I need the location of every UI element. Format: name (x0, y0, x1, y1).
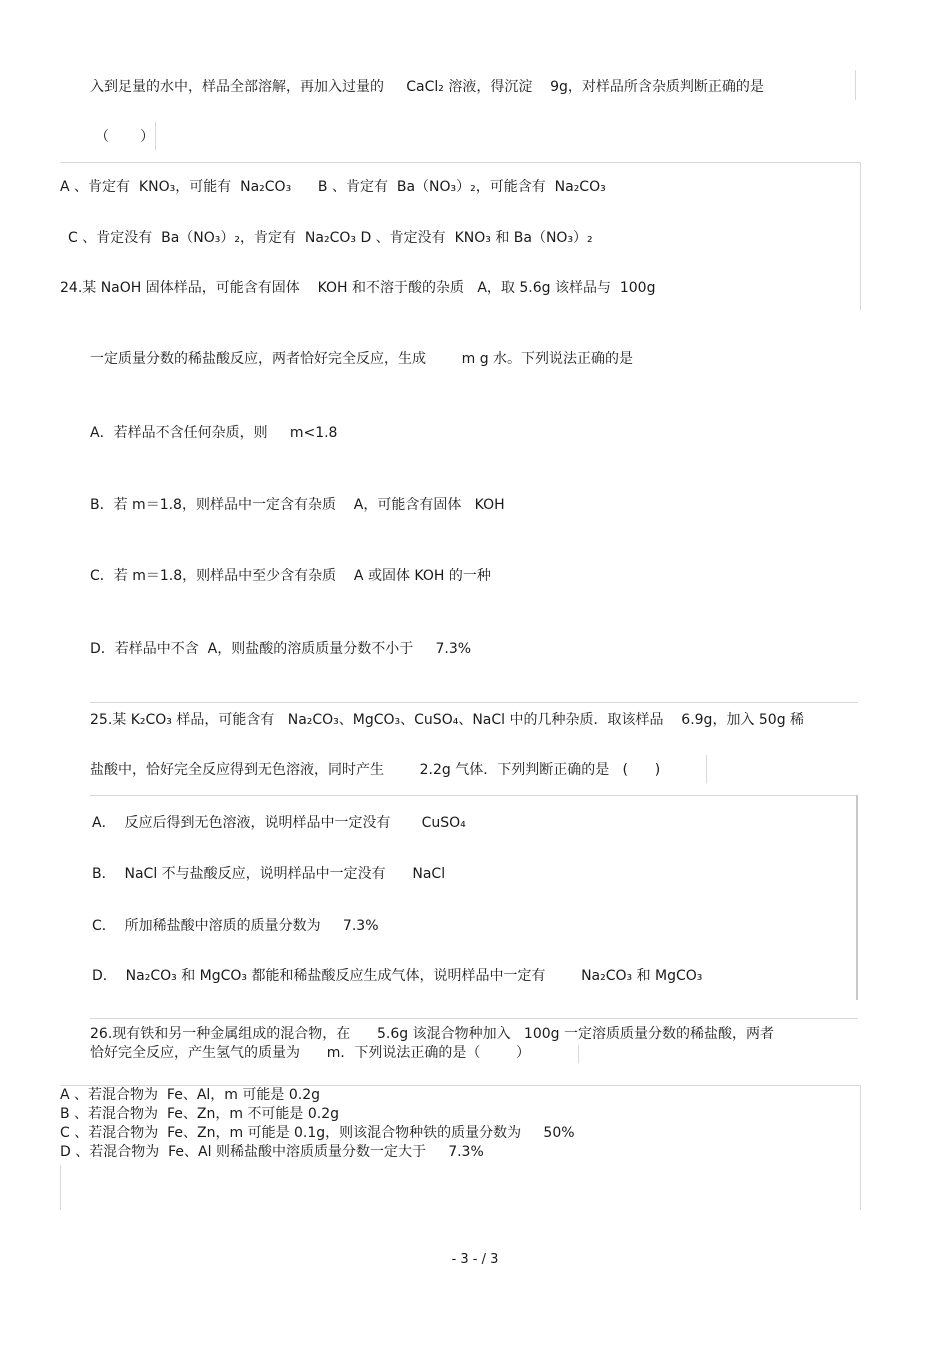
q24-stem-line-2: 一定质量分数的稀盐酸反应，两者恰好完全反应，生成 m g 水。下列说法正确的是 (90, 351, 634, 367)
q26-stem-line-1: 26.现有铁和另一种金属组成的混合物，在 5.6g 该混合物种加入 100g 一定溶质质量分数的稀盐酸，两者 (90, 1026, 774, 1042)
box-rule (90, 702, 858, 703)
q23-stem-line: 入到足量的水中，样品全部溶解，再加入过量的 CaCl₂ 溶液，得沉淀 9g，对样品所含杂质判断正确的是 (90, 79, 764, 95)
box-rule (860, 162, 861, 310)
q23-options-cd: C 、肯定没有 Ba（NO₃）₂，肯定有 Na₂CO₃ D 、肯定没有 KNO₃ 和 Ba（NO₃）₂ (68, 230, 593, 246)
box-rule (90, 1018, 858, 1019)
q26-stem-line-2: 恰好完全反应，产生氢气的质量为 m．下列说法正确的是（ ） (90, 1045, 530, 1061)
q24-stem-line-1: 24.某 NaOH 固体样品，可能含有固体 KOH 和不溶于酸的杂质 A，取 5.6g 该样品与 100g (60, 280, 656, 296)
q24-option-a: A．若样品不含任何杂质，则 m<1.8 (90, 425, 338, 441)
q24-option-d: D．若样品中不含 A，则盐酸的溶质质量分数不小于 7.3% (90, 641, 472, 657)
q23-answer-bracket: （ ） (95, 129, 155, 145)
box-rule (155, 122, 156, 150)
q25-option-c: C． 所加稀盐酸中溶质的质量分数为 7.3% (92, 918, 379, 934)
box-rule (578, 1045, 579, 1063)
box-rule (60, 1165, 61, 1210)
q23-options-ab: A 、肯定有 KNO₃，可能有 Na₂CO₃ B 、肯定有 Ba（NO₃）₂，可能含有 Na₂CO₃ (60, 179, 606, 195)
box-rule (855, 70, 856, 100)
q25-option-a: A． 反应后得到无色溶液，说明样品中一定没有 CuSO₄ (92, 815, 466, 831)
box-rule (860, 1085, 861, 1210)
box-rule (60, 162, 860, 163)
q25-option-b: B． NaCl 不与盐酸反应，说明样品中一定没有 NaCl (92, 866, 446, 882)
q26-option-d: D 、若混合物为 Fe、Al 则稀盐酸中溶质质量分数一定大于 7.3% (60, 1144, 484, 1160)
q25-stem-line-1: 25.某 K₂CO₃ 样品，可能含有 Na₂CO₃、MgCO₃、CuSO₄、NaCl 中的几种杂质．取该样品 6.9g，加入 50g 稀 (90, 712, 805, 728)
box-rule (90, 795, 858, 796)
q25-stem-line-2: 盐酸中，恰好完全反应得到无色溶液，同时产生 2.2g 气体．下列判断正确的是 ( ) (90, 762, 661, 778)
q25-option-d: D． Na₂CO₃ 和 MgCO₃ 都能和稀盐酸反应生成气体，说明样品中一定有 Na₂CO₃ 和 MgCO₃ (92, 968, 703, 984)
q26-option-a: A 、若混合物为 Fe、Al，m 可能是 0.2g (60, 1087, 320, 1103)
page-number: - 3 - / 3 (451, 1252, 499, 1267)
q26-option-c: C 、若混合物为 Fe、Zn，m 可能是 0.1g，则该混合物种铁的质量分数为 50% (60, 1125, 575, 1141)
box-rule (706, 755, 707, 783)
q26-option-b: B 、若混合物为 Fe、Zn，m 不可能是 0.2g (60, 1106, 340, 1122)
q24-option-b: B．若 m＝1.8，则样品中一定含有杂质 A，可能含有固体 KOH (90, 497, 505, 513)
box-rule (856, 795, 858, 1000)
q24-option-c: C．若 m＝1.8，则样品中至少含有杂质 A 或固体 KOH 的一种 (90, 568, 491, 584)
